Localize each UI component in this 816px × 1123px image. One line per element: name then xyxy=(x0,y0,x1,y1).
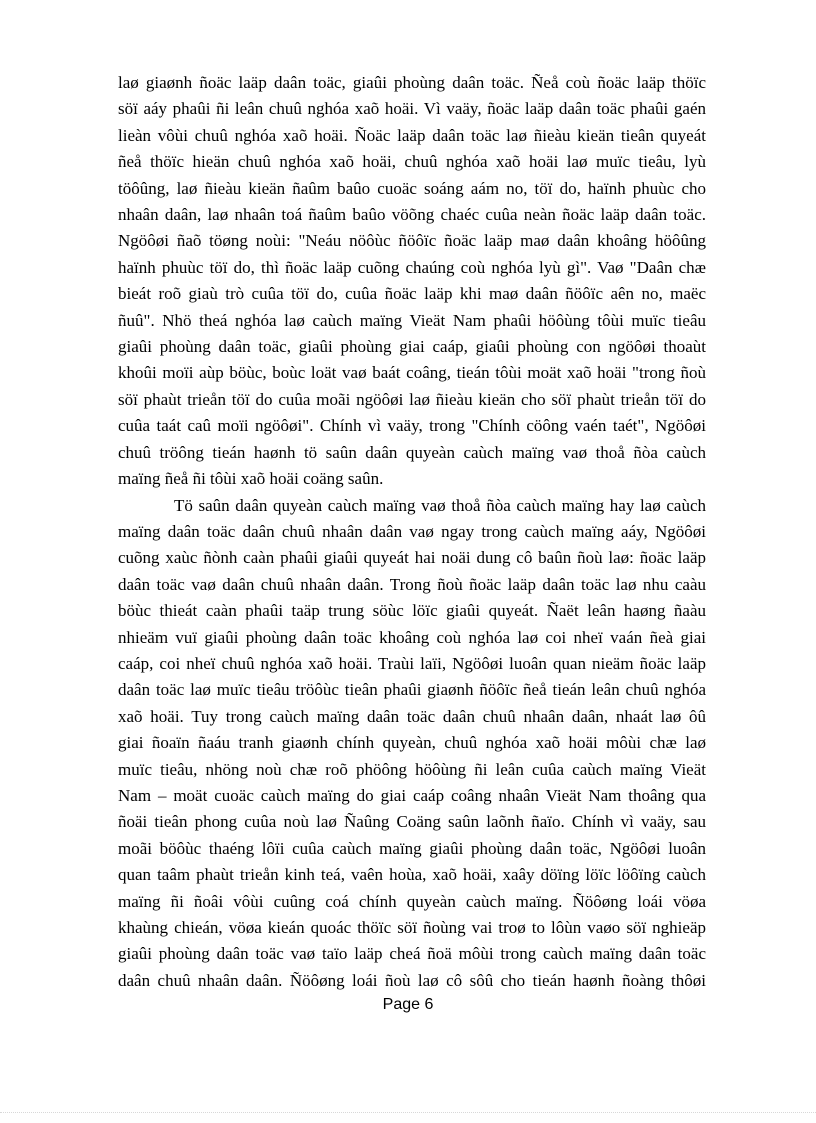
page-number: Page 6 xyxy=(382,996,434,1013)
text-line: haïnh phuùc töï do, thì ñoäc laäp cuõng chaúng coù nghóa lyù gì". Vaø "Daân chæ xyxy=(118,257,706,277)
text-line: lieàn vôùi chuû nghóa xaõ hoäi. Ñoäc laäp daân toäc laø ñieàu kieän tieân quyeát xyxy=(118,125,706,145)
paragraph xyxy=(118,70,706,493)
text-line: maïng daân toäc daân chuû nhaân daân vaø ngay trong caùch maïng aáy, Ngöôøi xyxy=(118,521,706,541)
text-line: ñeå thöïc hieän chuû nghóa xaõ hoäi, chuû nghóa xaõ hoäi laø muïc tieâu, lyù xyxy=(118,152,706,172)
text-line: Tö saûn daân quyeàn caùch maïng vaø thoå ñòa caùch maïng hay laø caùch xyxy=(174,495,706,515)
text-line: xaõ hoäi. Tuy trong caùch maïng daân toäc daân chuû nhaân daân, nhaát laø ôû xyxy=(118,706,706,726)
text-line: cuûa taát caû moïi ngöôøi". Chính vì vaäy, trong "Chính cöông vaén taét", Ngöôøi xyxy=(118,416,706,436)
text-line: chuû tröông tieán haønh tö saûn daân quyeàn caùch maïng vaø thoå ñòa caùch xyxy=(118,442,706,462)
text-line: ñuû". Nhö theá nghóa laø caùch maïng Vieät Nam phaûi höôùng tôùi muïc tieâu xyxy=(118,310,706,330)
text-line: moãi böôùc thaéng lôïi cuûa caùch maïng giaûi phoùng daân toäc, Ngöôøi luoân xyxy=(118,838,706,858)
text-line: cuõng xaùc ñònh caàn phaûi giaûi quyeát hai noäi dung cô baûn ñoù laø: ñoäc laäp xyxy=(118,548,706,568)
text-line: Ngöôøi ñaõ töøng noùi: "Neáu nöôùc ñöôïc ñoäc laäp maø daân khoâng höôûng xyxy=(118,231,706,251)
body-text xyxy=(118,70,706,994)
text-line: töôûng, laø ñieàu kieän ñaûm baûo cuoäc soáng aám no, töï do, haïnh phuùc cho xyxy=(118,178,706,198)
text-line: khaùng chieán, vöøa kieán quoác thöïc söï ñoùng vai troø to lôùn vaøo söï nghieäp xyxy=(118,918,706,937)
text-line: ñoäi tieân phong cuûa noù laø Ñaûng Coäng saûn laõnh ñaïo. Chính vì vaäy, sau xyxy=(118,812,706,832)
text-line: söï phaùt trieån töï do cuûa moãi ngöôøi laø ñieàu kieän cho söï phaùt trieån töï do xyxy=(118,389,706,409)
text-line: caáp, coi nheï chuû nghóa xaõ hoäi. Traùi laïi, Ngöôøi luoân quan nieäm ñoäc laäp xyxy=(118,653,706,673)
text-line: giai ñoaïn ñaáu tranh giaønh chính quyeàn, chuû nghóa xaõ hoäi môùi chæ laø xyxy=(118,733,706,753)
text-line: nhieäm vuï giaûi phoùng daân toäc khoâng coù nghóa laø coi nheï vaán ñeà giai xyxy=(118,627,706,647)
text-line: giaûi phoùng daân toäc, giaûi phoùng giai caáp, giaûi phoùng con ngöôøi thoaùt xyxy=(118,337,706,357)
text-line: bieát roõ giaù trò cuûa töï do, cuûa ñoäc laäp khi maø daân ñöôïc aên no, maëc xyxy=(118,284,706,304)
text-line: giaûi phoùng daân toäc vaø taïo laäp cheá ñoä môùi trong caùch maïng daân toäc xyxy=(118,944,706,964)
text-line: muïc tieâu, nhöng noù chæ roõ phöông höôùng ñi leân cuûa caùch maïng Vieät xyxy=(118,759,706,779)
text-line: Nam – moät cuoäc caùch maïng do giai caáp coâng nhaân Vieät Nam thoâng qua xyxy=(118,785,706,805)
text-line: daân chuû nhaân daân. Ñöôøng loái ñoù laø cô sôû cho tieán haønh ñoàng thôøi xyxy=(118,970,706,990)
text-line: maïng ñi ñoâi vôùi cuûng coá chính quyeàn caùch maïng. Ñöôøng loái vöøa xyxy=(118,891,706,911)
text-line: laø giaønh ñoäc laäp daân toäc, giaûi phoùng daân toäc. Ñeå coù ñoäc laäp thöïc xyxy=(118,73,706,92)
text-line: daân toäc vaø daân chuû nhaân daân. Trong ñoù ñoäc laäp daân toäc laø nhu caàu xyxy=(118,574,706,594)
text-line: quan taâm phaùt trieån kinh teá, vaên hoùa, xaõ hoäi, xaây döïng löïc löôïng caùch xyxy=(118,865,706,885)
text-line: maïng ñeå ñi tôùi xaõ hoäi coäng saûn. xyxy=(118,469,384,489)
text-line: böùc thieát caàn phaûi taäp trung söùc löïc giaûi quyeát. Ñaët leân haøng ñaàu xyxy=(118,601,706,621)
text-line: nhaân daân, laø nhaân toá ñaûm baûo vöõng chaéc cuûa neàn ñoäc laäp daân toäc. xyxy=(118,205,706,225)
text-line: daân toäc laø muïc tieâu tröôùc tieân phaûi giaønh ñöôïc ñeå tieán leân chuû nghóa xyxy=(118,680,706,700)
text-line: khoûi moïi aùp böùc, boùc loät vaø baát coâng, tieán tôùi moät xaõ hoäi "trong ñoù xyxy=(118,363,706,383)
text-line: söï aáy phaûi ñi leân chuû nghóa xaõ hoäi. Vì vaäy, ñoäc laäp daân toäc phaûi gaén xyxy=(118,99,706,119)
page-divider xyxy=(0,1112,816,1113)
paragraph xyxy=(118,493,706,995)
